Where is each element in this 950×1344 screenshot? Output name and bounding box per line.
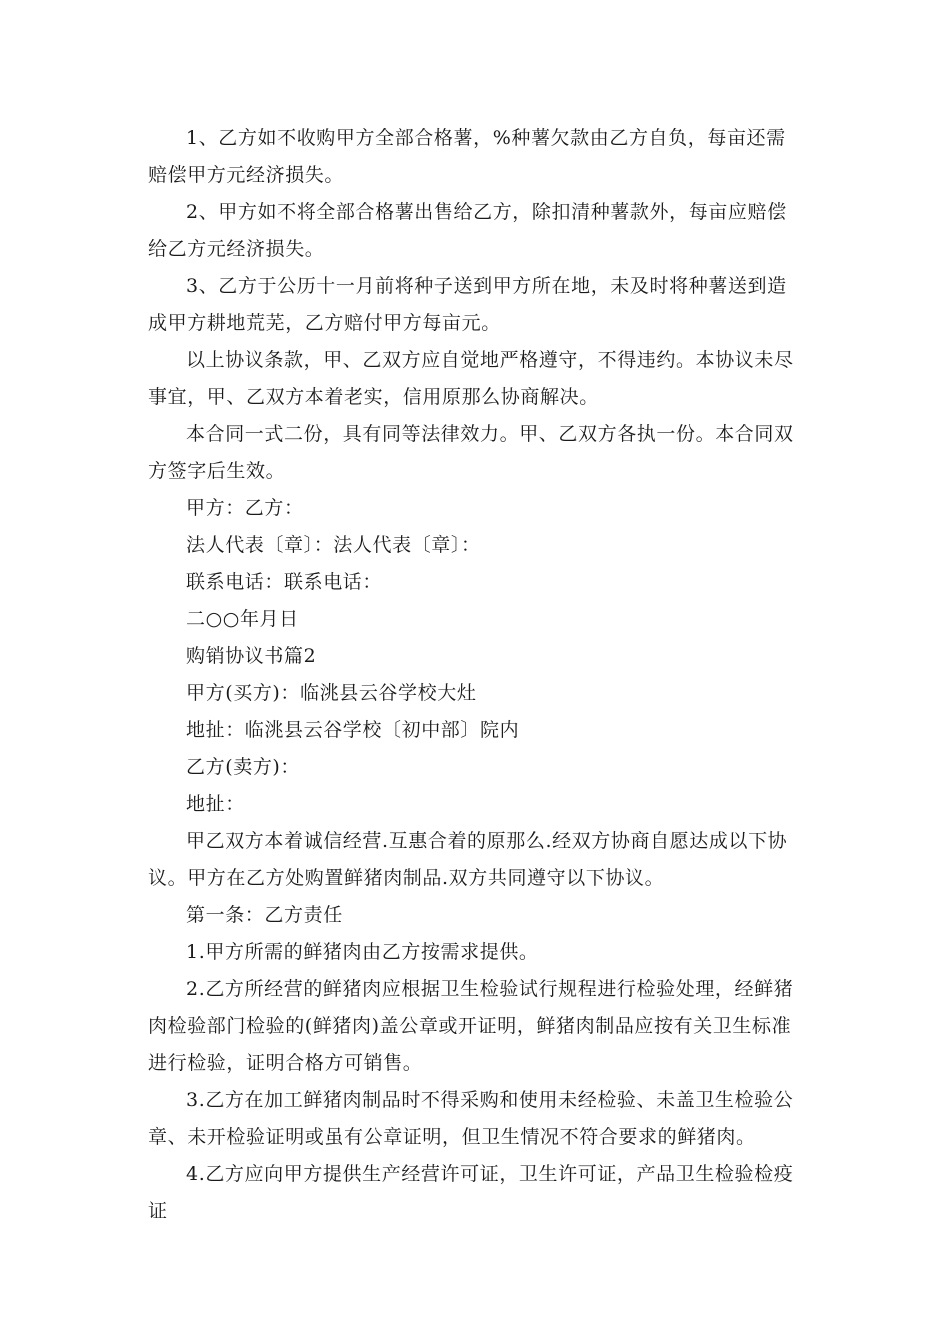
clause-2: 2、甲方如不将全部合格薯出售给乙方，除扣清种薯款外，每亩应赔偿给乙方元经济损失。 (148, 201, 787, 260)
article-heading: 第一条：乙方责任 (186, 904, 343, 926)
signature-phone-line: 联系电话：联系电话： (186, 571, 383, 593)
party-b-address-line: 地扯： (186, 793, 245, 815)
copies-paragraph: 本合同一式二份，具有同等法律效力。甲、乙双方各执一份。本合同双方签字后生效。 (148, 423, 794, 482)
agreement-intro-paragraph: 甲乙双方本着诚信经营.互惠合着的原那么.经双方协商自愿达成以下协议。甲方在乙方处购置鲜猪肉制品.双方共同遵守以下协议。 (148, 830, 788, 889)
clause-1: 1、乙方如不收购甲方全部合格薯，%种薯欠款由乙方自负，每亩还需赔偿甲方元经济损失。 (148, 127, 786, 186)
party-a-line: 甲方(买方)：临洮县云谷学校大灶 (186, 682, 477, 704)
article-item-3: 3.乙方在加工鲜猪肉制品时不得采购和使用未经检验、未盖卫生检验公章、未开检验证明或虽有公章证明，但卫生情况不符合要求的鲜猪肉。 (148, 1089, 794, 1148)
article-item-4: 4.乙方应向甲方提供生产经营许可证，卫生许可证，产品卫生检验检疫证 (148, 1163, 794, 1222)
signature-date-line: 二○○年月日 (186, 608, 299, 630)
party-a-address-line: 地扯：临洮县云谷学校〔初中部〕院内 (186, 719, 520, 741)
document-body (148, 120, 804, 1230)
article-item-1: 1.甲方所需的鲜猪肉由乙方按需求提供。 (186, 941, 539, 963)
party-b-line: 乙方(卖方)： (186, 756, 301, 778)
section-title: 购销协议书篇2 (186, 645, 317, 667)
signature-parties-line: 甲方：乙方： (186, 497, 304, 519)
compliance-paragraph: 以上协议条款，甲、乙双方应自觉地严格遵守，不得违约。本协议未尽事宜，甲、乙双方本着老实，信用原那么协商解决。 (148, 349, 794, 408)
clause-3: 3、乙方于公历十一月前将种子送到甲方所在地，未及时将种薯送到造成甲方耕地荒芜，乙方赔付甲方每亩元。 (148, 275, 787, 334)
article-item-2: 2.乙方所经营的鲜猪肉应根据卫生检验试行规程进行检验处理，经鲜猪肉检验部门检验的(鲜猪肉)盖公章或开证明，鲜猪肉制品应按有关卫生标准进行检验，证明合格方可销售。 (148, 978, 794, 1074)
signature-representative-line: 法人代表〔章〕：法人代表〔章〕： (186, 534, 481, 556)
